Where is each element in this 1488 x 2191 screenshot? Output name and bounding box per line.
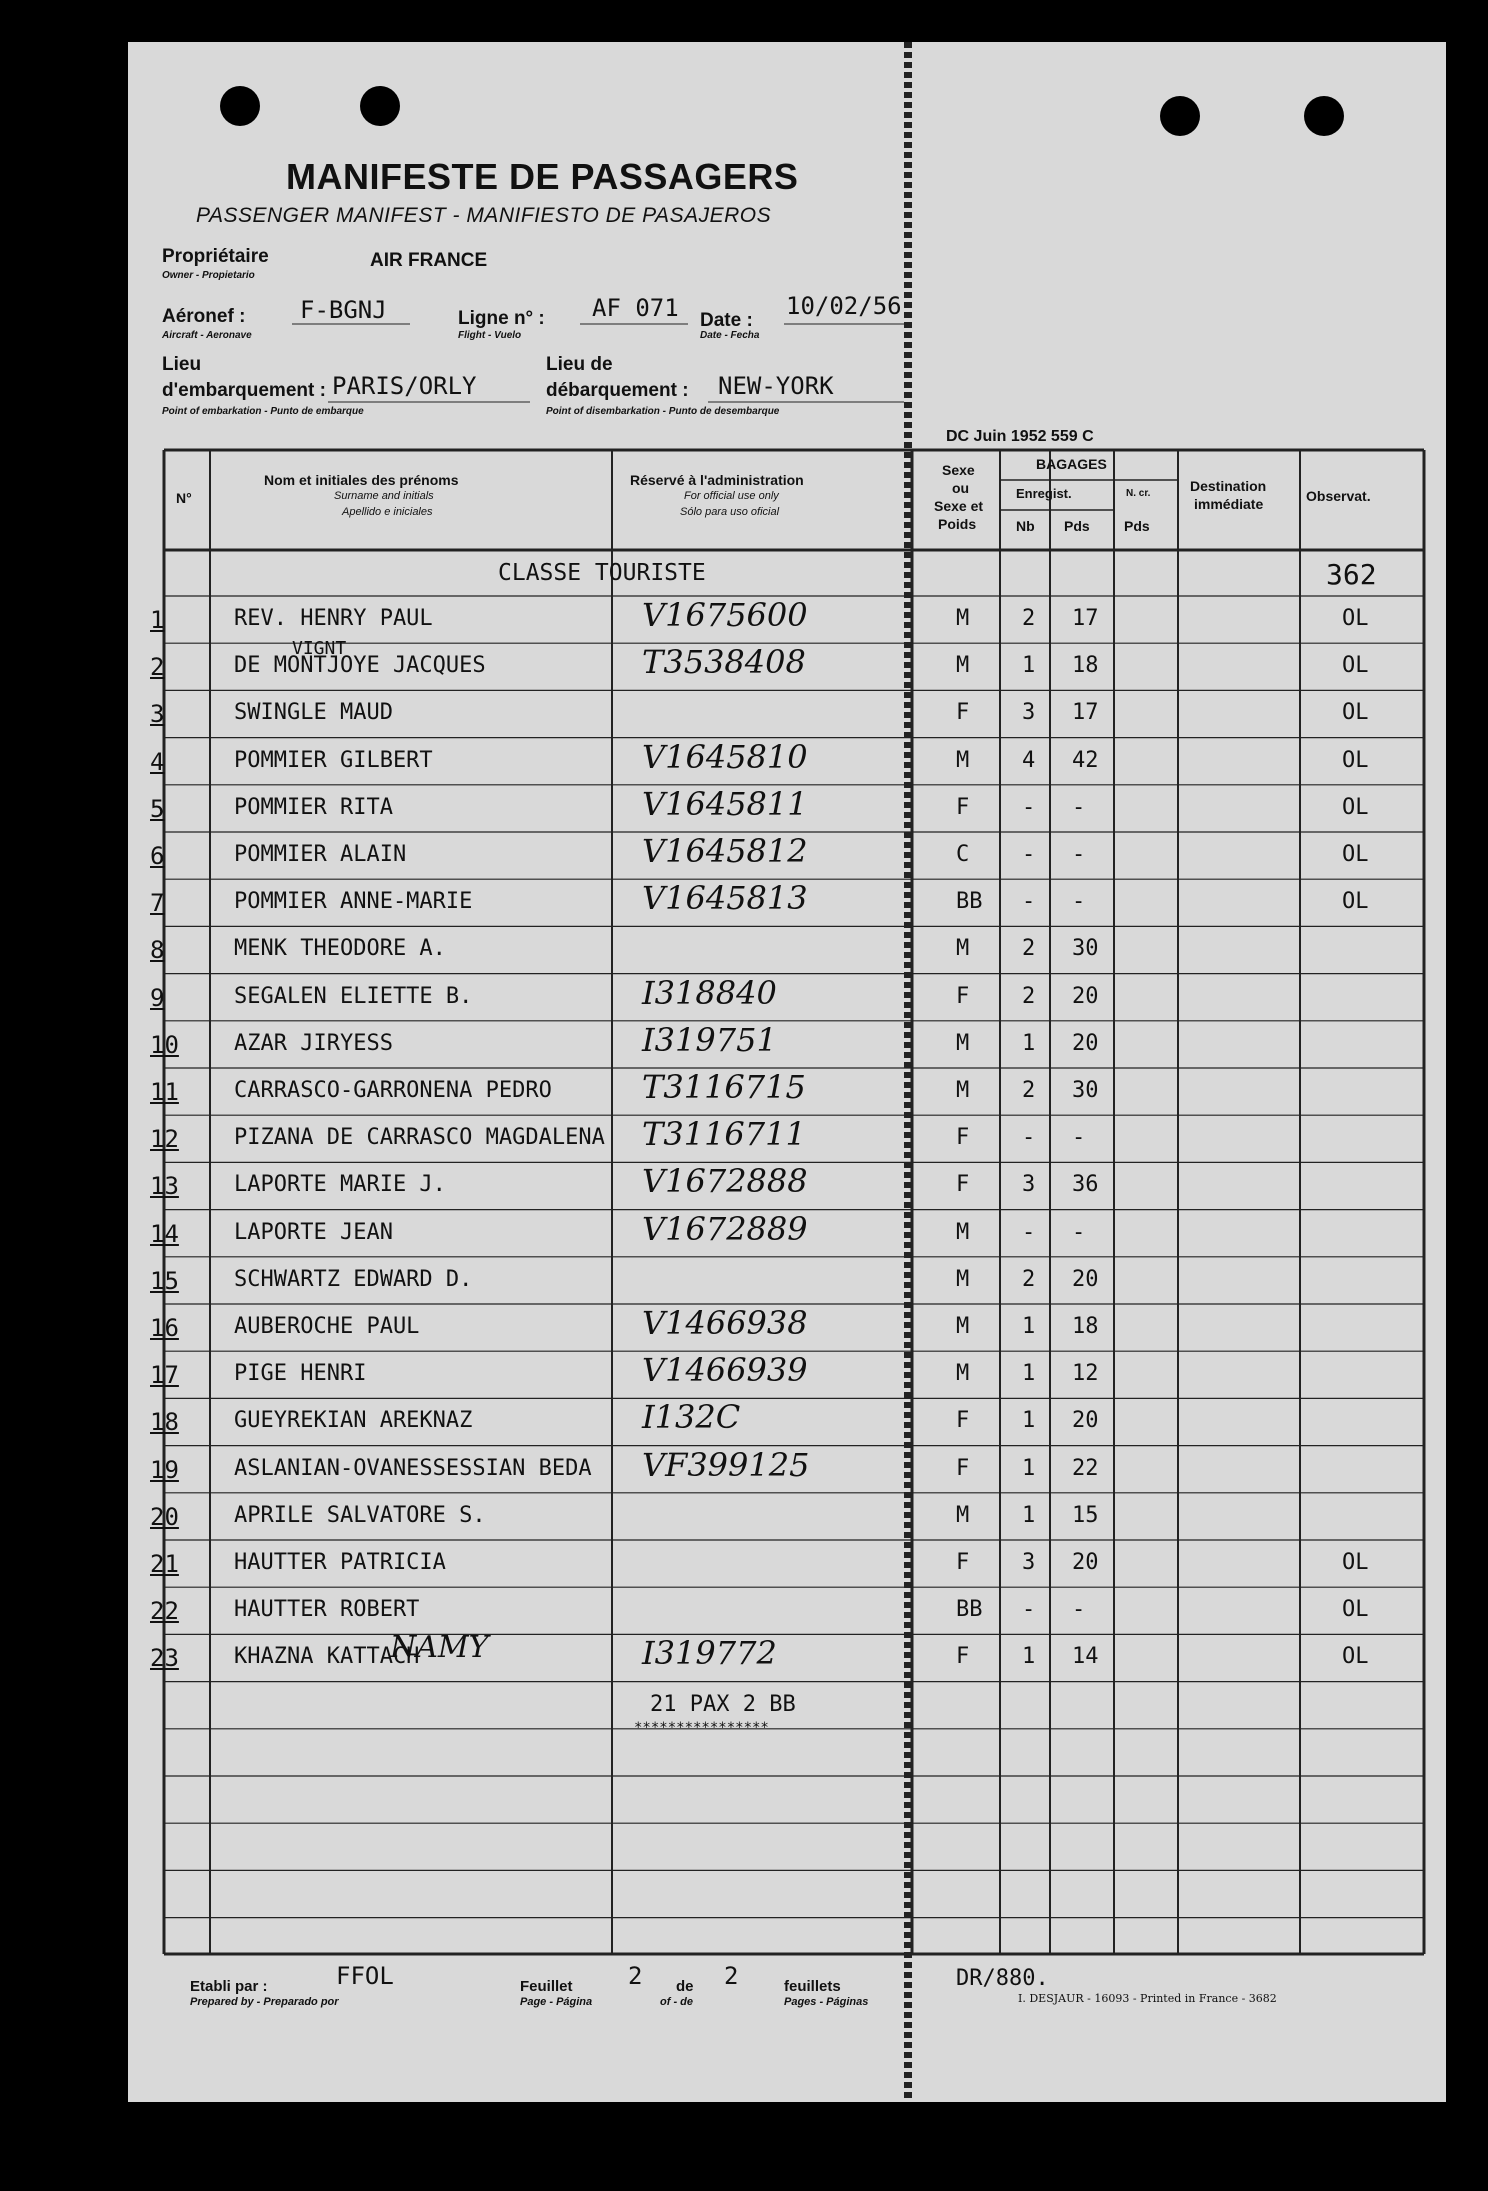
passenger-sex: M [956, 1361, 970, 1387]
col-header-reserved-sub1: For official use only [684, 490, 779, 502]
observation: OL [1342, 1597, 1369, 1623]
baggage-count: - [1022, 842, 1036, 867]
ticket-number: V1466939 [642, 1351, 808, 1390]
row-number: 1 [150, 606, 165, 634]
printer-credit: I. DESJAUR - 16093 - Printed in France - 3682 [1018, 1992, 1277, 2005]
passenger-sex: F [956, 1455, 970, 1481]
col-header-pds-ncr: Pds [1124, 518, 1150, 534]
col-header-name-sub1: Surname and initials [334, 490, 434, 502]
ticket-number: V1466938 [642, 1304, 808, 1342]
manifest-sheet [128, 42, 1446, 2102]
baggage-weight: - [1072, 1597, 1086, 1623]
ticket-number: VF399125 [642, 1445, 810, 1484]
prepared-by-sublabel: Prepared by - Preparado por [190, 1996, 339, 2008]
row-number: 2 [150, 653, 165, 682]
col-header-destination-1: Destination [1190, 478, 1267, 494]
row-number: 16 [150, 1314, 179, 1342]
baggage-count: 3 [1022, 1172, 1036, 1198]
annotation-row23: NAMY [390, 1630, 489, 1665]
row-number: 12 [150, 1125, 179, 1154]
passenger-sex: M [956, 1314, 970, 1339]
row-number: 7 [150, 889, 165, 918]
col-header-pds: Pds [1064, 518, 1090, 534]
baggage-weight: 20 [1072, 1030, 1099, 1056]
dr-reference: DR/880. [956, 1966, 1049, 1991]
row-number: 15 [150, 1266, 179, 1295]
pages-sublabel: Pages - Páginas [784, 1996, 869, 2008]
passenger-name: LAPORTE JEAN [234, 1219, 393, 1245]
page-sublabel: Page - Página [520, 1996, 593, 2008]
baggage-count: 1 [1022, 1644, 1036, 1670]
owner-value: AIR FRANCE [370, 250, 488, 271]
ticket-number: V1645812 [642, 832, 808, 870]
baggage-count: 2 [1022, 1266, 1036, 1292]
summary-total: 21 PAX 2 BB [650, 1692, 796, 1717]
class-label: CLASSE TOURISTE [498, 560, 706, 586]
embark-value: PARIS/ORLY [332, 372, 477, 400]
passenger-name: POMMIER RITA [234, 794, 393, 820]
passenger-name: PIZANA DE CARRASCO MAGDALENA [234, 1125, 605, 1151]
baggage-count: 1 [1022, 653, 1036, 679]
ticket-number: V1672888 [642, 1162, 808, 1201]
col-header-reserved-sub2: Sólo para uso oficial [680, 506, 780, 518]
baggage-weight: - [1072, 842, 1086, 867]
passenger-name: CARRASCO-GARRONENA PEDRO [234, 1078, 552, 1103]
ticket-number: T3116715 [642, 1068, 806, 1106]
passenger-name: ASLANIAN-OVANESSESSIAN BEDA [234, 1455, 592, 1481]
passenger-name: HAUTTER ROBERT [234, 1597, 420, 1623]
annotation-row2: VIGNT [292, 638, 347, 659]
disembark-sublabel: Point of disembarkation - Punto de desembarque [546, 406, 780, 417]
baggage-count: 1 [1022, 1314, 1036, 1339]
passenger-sex: M [956, 1266, 970, 1292]
passenger-name: AZAR JIRYESS [234, 1030, 393, 1056]
observation: OL [1342, 606, 1369, 631]
passenger-name: SWINGLE MAUD [234, 700, 393, 726]
passenger-sex: F [956, 1172, 970, 1198]
baggage-count: 1 [1022, 1502, 1036, 1528]
class-observation: 362 [1326, 558, 1377, 591]
col-header-name: Nom et initiales des prénoms [264, 472, 459, 488]
embark-label-1: Lieu [162, 354, 202, 375]
baggage-weight: 18 [1072, 653, 1099, 679]
row-number: 3 [150, 700, 165, 729]
flight-label: Ligne n° : [458, 308, 545, 329]
owner-sublabel: Owner - Propietario [162, 270, 255, 281]
row-number: 8 [150, 936, 165, 965]
row-number: 10 [150, 1030, 179, 1059]
passenger-name: AUBEROCHE PAUL [234, 1314, 420, 1339]
baggage-weight: 20 [1072, 1408, 1099, 1434]
baggage-weight: 14 [1072, 1644, 1099, 1670]
ticket-number: I132C [642, 1398, 741, 1437]
passenger-name: POMMIER ANNE-MARIE [234, 889, 473, 915]
observation: OL [1342, 794, 1369, 820]
ticket-number: I319751 [642, 1020, 777, 1059]
baggage-weight: - [1072, 1125, 1086, 1151]
flight-value: AF 071 [592, 294, 679, 322]
row-number: 4 [150, 747, 165, 776]
row-number: 13 [150, 1172, 179, 1201]
passenger-sex: M [956, 1078, 970, 1103]
row-number: 18 [150, 1408, 179, 1437]
passenger-sex: C [956, 842, 970, 867]
row-number: 23 [150, 1644, 179, 1673]
col-header-nb: Nb [1016, 518, 1035, 534]
row-number: 6 [150, 842, 165, 870]
passenger-name: LAPORTE MARIE J. [234, 1172, 446, 1198]
page-value: 2 [628, 1962, 643, 1990]
col-header-sex-2: ou [952, 480, 970, 496]
aircraft-label: Aéronef : [162, 306, 246, 327]
summary-stars: **************** [634, 1720, 769, 1736]
passenger-sex: M [956, 1219, 970, 1245]
ticket-number: V1645811 [642, 784, 808, 823]
ticket-number: T3116711 [642, 1115, 806, 1154]
col-header-sex-1: Sexe [942, 462, 975, 478]
passenger-name: KHAZNA KATTACH [234, 1644, 420, 1670]
observation: OL [1342, 842, 1369, 867]
passenger-sex: F [956, 794, 970, 820]
baggage-weight: 17 [1072, 606, 1099, 631]
observation: OL [1342, 653, 1369, 679]
passenger-name: SEGALEN ELIETTE B. [234, 983, 473, 1009]
baggage-weight: 20 [1072, 983, 1099, 1009]
baggage-weight: - [1072, 794, 1086, 820]
row-number: 5 [150, 794, 165, 823]
col-header-sex-4: Poids [938, 516, 977, 532]
passenger-name: HAUTTER PATRICIA [234, 1550, 446, 1575]
page-subtitle: PASSENGER MANIFEST - MANIFIESTO DE PASAJEROS [196, 204, 772, 227]
ticket-number: I318840 [642, 973, 777, 1012]
baggage-weight: - [1072, 889, 1086, 915]
passenger-sex: BB [956, 889, 983, 915]
page-title: MANIFESTE DE PASSAGERS [286, 156, 799, 197]
col-header-bagages: BAGAGES [1036, 456, 1107, 472]
baggage-weight: 36 [1072, 1172, 1099, 1198]
flight-sublabel: Flight - Vuelo [458, 330, 522, 341]
passenger-name: SCHWARTZ EDWARD D. [234, 1266, 473, 1292]
passenger-sex: M [956, 606, 970, 631]
col-header-reserved: Réservé à l'administration [630, 472, 804, 488]
aircraft-value: F-BGNJ [300, 296, 387, 324]
passenger-sex: M [956, 653, 970, 679]
ticket-number: V1645813 [642, 879, 808, 918]
passenger-sex: BB [956, 1597, 983, 1623]
passenger-name: PIGE HENRI [234, 1361, 367, 1387]
baggage-weight: 15 [1072, 1502, 1099, 1528]
baggage-count: 4 [1022, 747, 1036, 773]
ticket-number: V1672889 [642, 1209, 808, 1248]
of-sublabel: of - de [660, 1996, 693, 2008]
baggage-weight: 12 [1072, 1361, 1099, 1387]
date-label: Date : [700, 310, 753, 331]
pages-label: feuillets [784, 1978, 841, 1995]
col-header-name-sub2: Apellido e iniciales [342, 506, 433, 518]
passenger-sex: M [956, 936, 970, 962]
disembark-label-2: débarquement : [546, 380, 689, 401]
passenger-sex: F [956, 1125, 970, 1151]
embark-sublabel: Point of embarkation - Punto de embarque [162, 406, 364, 417]
disembark-label-1: Lieu de [546, 354, 613, 375]
passenger-sex: F [956, 1408, 970, 1434]
col-header-observations: Observat. [1306, 488, 1371, 504]
passenger-sex: M [956, 747, 970, 773]
date-value: 10/02/56 [786, 292, 902, 320]
baggage-count: 2 [1022, 983, 1036, 1009]
passenger-sex: M [956, 1030, 970, 1056]
row-number: 21 [150, 1550, 179, 1578]
passenger-name: DE MONTJOYE JACQUES [234, 653, 486, 679]
prepared-by-label: Etabli par : [190, 1978, 268, 1995]
passenger-sex: F [956, 983, 970, 1009]
embark-label-2: d'embarquement : [162, 380, 326, 401]
baggage-weight: 30 [1072, 1078, 1099, 1103]
baggage-count: 2 [1022, 936, 1036, 962]
passenger-name: GUEYREKIAN AREKNAZ [234, 1408, 473, 1434]
baggage-count: 1 [1022, 1361, 1036, 1387]
passenger-name: POMMIER ALAIN [234, 842, 407, 867]
baggage-weight: 20 [1072, 1266, 1099, 1292]
prepared-by-value: FFOL [336, 1962, 394, 1990]
passenger-sex: M [956, 1502, 970, 1528]
baggage-count: 3 [1022, 1550, 1036, 1575]
baggage-count: 2 [1022, 606, 1036, 631]
ticket-number: V1675600 [642, 596, 808, 634]
baggage-count: - [1022, 794, 1036, 820]
baggage-weight: 17 [1072, 700, 1099, 726]
observation: OL [1342, 747, 1369, 773]
form-reference: DC Juin 1952 559 C [946, 428, 1094, 445]
baggage-count: - [1022, 1125, 1036, 1151]
owner-label: Propriétaire [162, 246, 269, 267]
baggage-weight: 20 [1072, 1550, 1099, 1575]
baggage-count: 1 [1022, 1408, 1036, 1434]
baggage-count: - [1022, 889, 1036, 915]
col-header-ncr: N. cr. [1126, 488, 1151, 499]
baggage-weight: 22 [1072, 1455, 1099, 1481]
baggage-weight: 18 [1072, 1314, 1099, 1339]
baggage-count: 2 [1022, 1078, 1036, 1103]
passenger-sex: F [956, 1644, 970, 1670]
ticket-number: T3538408 [642, 643, 806, 682]
observation: OL [1342, 1644, 1369, 1670]
baggage-count: - [1022, 1597, 1036, 1623]
disembark-value: NEW-YORK [718, 372, 834, 400]
ticket-number: I319772 [642, 1634, 777, 1673]
col-header-enreg: Enregist. [1016, 486, 1072, 501]
baggage-weight: - [1072, 1219, 1086, 1245]
baggage-weight: 42 [1072, 747, 1099, 773]
passenger-sex: F [956, 1550, 970, 1575]
aircraft-sublabel: Aircraft - Aeronave [162, 330, 252, 341]
of-value: 2 [724, 1962, 739, 1990]
observation: OL [1342, 700, 1369, 726]
passenger-name: APRILE SALVATORE S. [234, 1502, 486, 1528]
col-header-destination-2: immédiate [1194, 496, 1264, 512]
observation: OL [1342, 889, 1369, 915]
baggage-count: 1 [1022, 1030, 1036, 1056]
passenger-sex: F [956, 700, 970, 726]
date-sublabel: Date - Fecha [700, 330, 760, 341]
baggage-count: - [1022, 1219, 1036, 1245]
passenger-name: POMMIER GILBERT [234, 747, 433, 773]
observation: OL [1342, 1550, 1369, 1575]
row-number: 17 [150, 1361, 179, 1390]
baggage-count: 3 [1022, 700, 1036, 726]
baggage-count: 1 [1022, 1455, 1036, 1481]
row-number: 22 [150, 1597, 179, 1626]
page-label: Feuillet [520, 1978, 573, 1995]
row-number: 9 [150, 983, 165, 1012]
col-header-sex-3: Sexe et [934, 498, 984, 514]
passenger-name: REV. HENRY PAUL [234, 606, 433, 631]
row-number: 14 [150, 1219, 179, 1248]
col-header-no: N° [176, 490, 192, 506]
of-label: de [676, 1978, 694, 1995]
ticket-number: V1645810 [642, 737, 808, 776]
row-number: 19 [150, 1455, 179, 1484]
row-number: 11 [150, 1078, 179, 1106]
row-number: 20 [150, 1502, 179, 1531]
baggage-weight: 30 [1072, 936, 1099, 962]
passenger-name: MENK THEODORE A. [234, 936, 446, 962]
